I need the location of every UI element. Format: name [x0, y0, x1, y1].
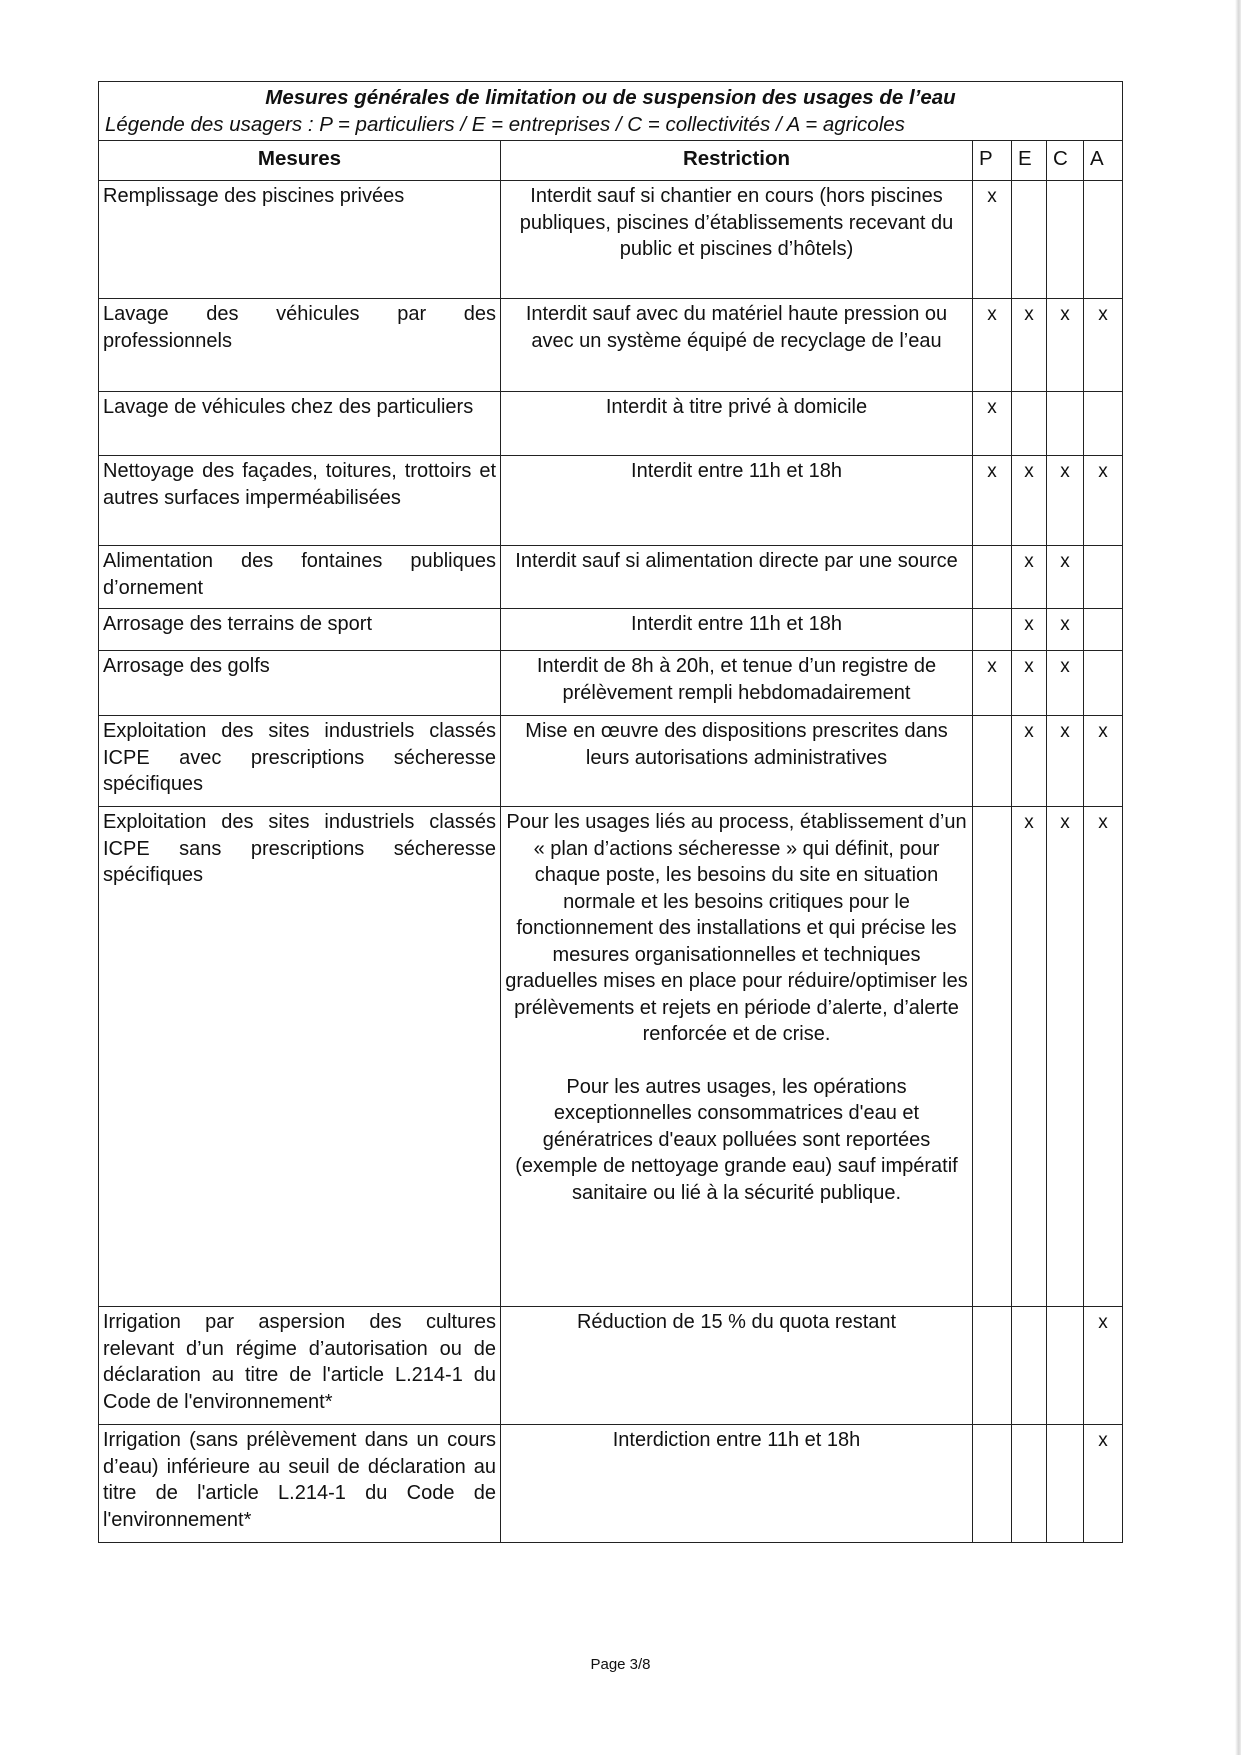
mark-e: x [1012, 609, 1047, 651]
header-p: P [973, 141, 1012, 181]
mark-a [1084, 181, 1123, 299]
mark-e: x [1012, 456, 1047, 546]
water-restrictions-table [98, 81, 1123, 1543]
mark-e: x [1012, 546, 1047, 609]
mark-c: x [1047, 651, 1084, 716]
header-restriction: Restriction [501, 141, 973, 181]
mark-p [973, 609, 1012, 651]
mark-p: x [973, 392, 1012, 456]
table-row [99, 392, 1123, 456]
mark-c [1047, 1425, 1084, 1543]
mesure-cell: Alimentation des fontaines publiques d’ornement [99, 546, 501, 609]
mark-p: x [973, 181, 1012, 299]
table-row [99, 1307, 1123, 1425]
paragraph-gap [505, 1048, 968, 1074]
mark-p [973, 1425, 1012, 1543]
mesure-cell: Irrigation par aspersion des cultures relevant d’un régime d’autorisation ou de déclaration au titre de l'article L.214-1 du Code de l'environnement* [99, 1307, 501, 1425]
header-mesures: Mesures [99, 141, 501, 181]
mark-c: x [1047, 807, 1084, 1307]
users-legend: Légende des usagers : P = particuliers / E = entreprises / C = collectivités / A = agricoles [105, 112, 905, 136]
table-row [99, 609, 1123, 651]
mesure-cell: Arrosage des golfs [99, 651, 501, 716]
table-row [99, 456, 1123, 546]
restriction-paragraph-2: Pour les autres usages, les opérations exceptionnelles consommatrices d'eau et génératrices d'eaux polluées sont reportées (exemple de nettoyage grande eau) sauf impératif sanitaire ou lié à la sécurité publique. [515, 1075, 958, 1204]
mark-p: x [973, 651, 1012, 716]
mesure-cell: Remplissage des piscines privées [99, 181, 501, 299]
mark-e [1012, 181, 1047, 299]
mark-p [973, 546, 1012, 609]
mark-a [1084, 546, 1123, 609]
mark-a [1084, 651, 1123, 716]
mesure-cell: Exploitation des sites industriels classés ICPE avec prescriptions sécheresse spécifiques [99, 716, 501, 807]
mark-p [973, 807, 1012, 1307]
mark-e [1012, 1307, 1047, 1425]
mark-c: x [1047, 299, 1084, 392]
restriction-cell: Interdit à titre privé à domicile [501, 392, 973, 456]
restriction-cell [501, 807, 973, 1307]
mark-a [1084, 392, 1123, 456]
mesure-cell: Arrosage des terrains de sport [99, 609, 501, 651]
mesure-cell: Lavage de véhicules chez des particuliers [99, 392, 501, 456]
table-title: Mesures générales de limitation ou de suspension des usages de l’eau [265, 86, 956, 109]
mark-a: x [1084, 716, 1123, 807]
mark-p [973, 716, 1012, 807]
restriction-cell: Réduction de 15 % du quota restant [501, 1307, 973, 1425]
mark-c: x [1047, 716, 1084, 807]
mesure-cell: Exploitation des sites industriels classés ICPE sans prescriptions sécheresse spécifiques [99, 807, 501, 1307]
table-title-row [99, 82, 1123, 141]
table-row [99, 546, 1123, 609]
scan-edge [1235, 0, 1241, 1755]
table-row [99, 181, 1123, 299]
mark-c: x [1047, 609, 1084, 651]
column-header-row [99, 141, 1123, 181]
restriction-cell: Interdit entre 11h et 18h [501, 609, 973, 651]
restriction-paragraph-1: Pour les usages liés au process, établissement d’un « plan d’actions sécheresse » qui définit, pour chaque poste, les besoins du site en situation normale et les besoins critiques pour le fonctionnement des installations et qui précise les mesures organisationnelles et techniques graduelles mises en place pour réduire/optimiser les prélèvements et rejets en période d’alerte, d’alerte renforcée et de crise. [505, 811, 968, 1045]
table-row [99, 716, 1123, 807]
mark-a: x [1084, 299, 1123, 392]
page-number: Page 3/8 [590, 1656, 651, 1673]
restriction-cell: Interdit sauf si alimentation directe par une source [501, 546, 973, 609]
mesure-cell: Lavage des véhicules par des professionnels [99, 299, 501, 392]
mark-p: x [973, 299, 1012, 392]
table-row [99, 807, 1123, 1307]
table-row [99, 1425, 1123, 1543]
table-title-cell [99, 82, 1123, 141]
restriction-cell: Interdit sauf si chantier en cours (hors piscines publiques, piscines d’établissements recevant du public et piscines d’hôtels) [501, 181, 973, 299]
mark-c: x [1047, 456, 1084, 546]
mark-e [1012, 392, 1047, 456]
restriction-cell: Mise en œuvre des dispositions prescrites dans leurs autorisations administratives [501, 716, 973, 807]
table-row [99, 651, 1123, 716]
mark-e: x [1012, 807, 1047, 1307]
mark-c [1047, 181, 1084, 299]
mark-a: x [1084, 1425, 1123, 1543]
mesure-cell: Nettoyage des façades, toitures, trottoirs et autres surfaces imperméabilisées [99, 456, 501, 546]
mark-e: x [1012, 299, 1047, 392]
mark-a [1084, 609, 1123, 651]
mark-p: x [973, 456, 1012, 546]
mark-c [1047, 392, 1084, 456]
table-row [99, 299, 1123, 392]
restriction-cell: Interdit de 8h à 20h, et tenue d’un registre de prélèvement rempli hebdomadairement [501, 651, 973, 716]
mark-c: x [1047, 546, 1084, 609]
mark-e: x [1012, 651, 1047, 716]
header-e: E [1012, 141, 1047, 181]
mark-c [1047, 1307, 1084, 1425]
mark-e: x [1012, 716, 1047, 807]
header-a: A [1084, 141, 1123, 181]
restriction-cell: Interdit sauf avec du matériel haute pression ou avec un système équipé de recyclage de l’eau [501, 299, 973, 392]
mark-p [973, 1307, 1012, 1425]
restriction-cell: Interdiction entre 11h et 18h [501, 1425, 973, 1543]
mesure-cell: Irrigation (sans prélèvement dans un cours d’eau) inférieure au seuil de déclaration au titre de l'article L.214-1 du Code de l'environnement* [99, 1425, 501, 1543]
mark-e [1012, 1425, 1047, 1543]
mark-a: x [1084, 456, 1123, 546]
restriction-cell: Interdit entre 11h et 18h [501, 456, 973, 546]
header-c: C [1047, 141, 1084, 181]
mark-a: x [1084, 807, 1123, 1307]
mark-a: x [1084, 1307, 1123, 1425]
